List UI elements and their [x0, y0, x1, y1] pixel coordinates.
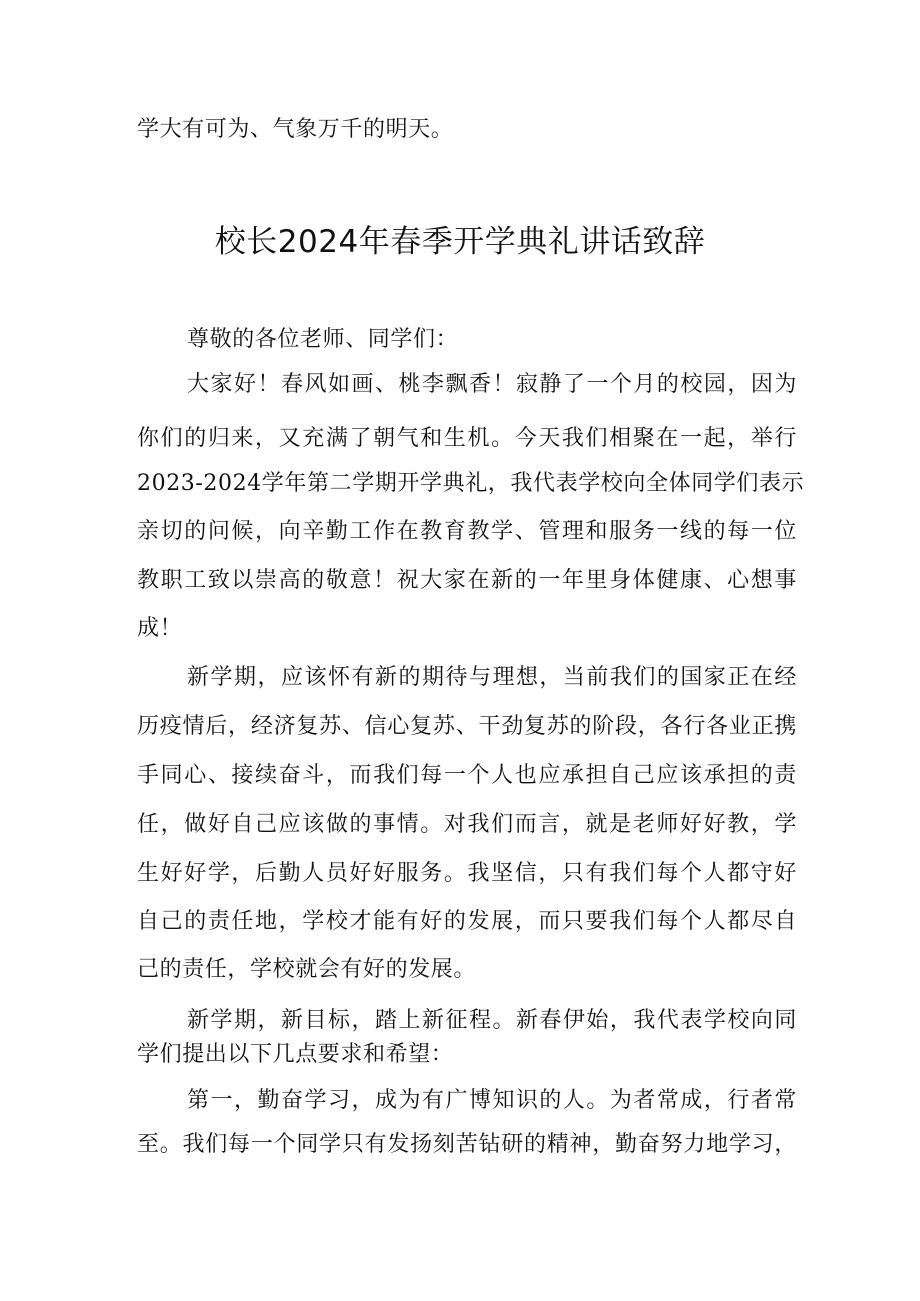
paragraph-2-line-3: 手同心、接续奋斗，而我们每一个人也应承担自己应该承担的责: [137, 763, 797, 788]
document-title: 校长2024年春季开学典礼讲话致辞: [214, 224, 706, 260]
paragraph-1-line-2: 你们的归来，又充满了朝气和生机。今天我们相聚在一起，举行: [137, 426, 797, 451]
salutation: 尊敬的各位老师、同学们：: [187, 327, 459, 352]
paragraph-2-line-6: 自己的责任地，学校才能有好的发展，而只要我们每个人都尽自: [137, 909, 797, 934]
paragraph-3-line-1: 新学期，新目标，踏上新征程。新春伊始，我代表学校向同: [187, 1008, 797, 1033]
paragraph-1-line-6: 成！: [137, 616, 183, 641]
paragraph-3-line-2: 学们提出以下几点要求和希望：: [137, 1042, 454, 1067]
paragraph-2-line-5: 生好好学，后勤人员好好服务。我坚信，只有我们每个人都守好: [137, 861, 797, 886]
paragraph-4-line-1: 第一，勤奋学习，成为有广博知识的人。为者常成，行者常: [187, 1088, 797, 1113]
paragraph-2-line-2: 历疫情后，经济复苏、信心复苏、干劲复苏的阶段，各行各业正携: [137, 714, 797, 739]
paragraph-2-line-7: 己的责任，学校就会有好的发展。: [137, 957, 477, 982]
paragraph-2-line-4: 任，做好自己应该做的事情。对我们而言，就是老师好好教，学: [137, 812, 797, 837]
paragraph-1-line-1: 大家好！春风如画、桃李飘香！寂静了一个月的校园，因为: [187, 372, 797, 397]
paragraph-4-line-2: 至。我们每一个同学只有发扬刻苦钻研的精神，勤奋努力地学习，: [137, 1132, 797, 1157]
paragraph-2-line-1: 新学期，应该怀有新的期待与理想，当前我们的国家正在经: [187, 665, 797, 690]
carryover-line: 学大有可为、气象万千的明天。: [137, 117, 454, 142]
paragraph-1-line-5: 教职工致以崇高的敬意！祝大家在新的一年里身体健康、心想事: [137, 568, 797, 593]
paragraph-1-line-4: 亲切的问候，向辛勤工作在教育教学、管理和服务一线的每一位: [137, 519, 797, 544]
paragraph-1-line-3: 2023-2024学年第二学期开学典礼，我代表学校向全体同学们表示: [137, 471, 805, 496]
